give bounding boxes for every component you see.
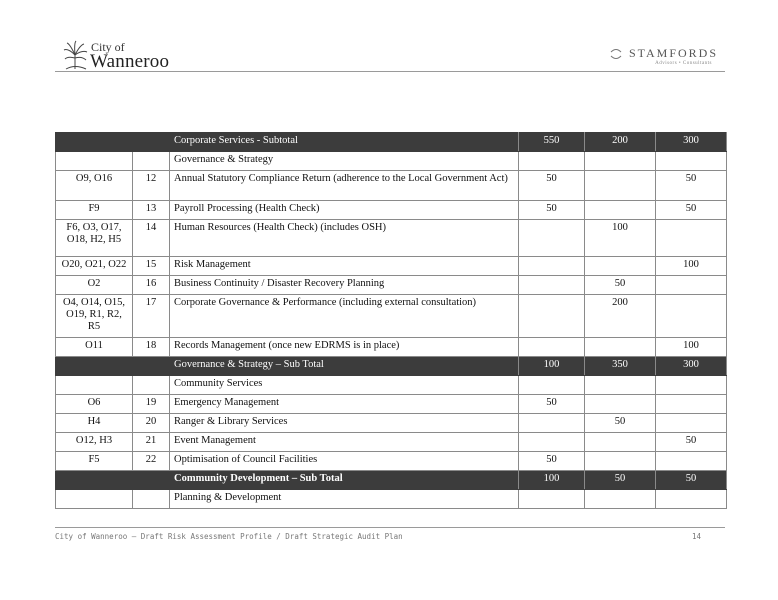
page-number: 14 [691,532,701,541]
year3-hours-cell [656,452,727,471]
audit-description-cell: Emergency Management [170,395,519,414]
year3-hours-cell: 300 [656,133,727,152]
risk-reference-cell: F6, O3, O17, O18, H2, H5 [56,220,133,257]
footer-divider [55,527,725,528]
audit-description-cell: Governance & Strategy – Sub Total [170,357,519,376]
audit-description-cell: Ranger & Library Services [170,414,519,433]
risk-reference-cell [56,490,133,509]
grass-tree-icon [62,40,88,70]
audit-row [56,395,727,414]
year1-hours-cell [519,414,585,433]
year2-hours-cell: 100 [585,220,656,257]
year1-hours-cell: 100 [519,471,585,490]
logo-name-text: Wanneroo [90,51,170,72]
year2-hours-cell: 200 [585,295,656,338]
year2-hours-cell [585,490,656,509]
risk-reference-cell: F5 [56,452,133,471]
audit-number-cell: 17 [133,295,170,338]
year1-hours-cell [519,257,585,276]
audit-description-cell: Payroll Processing (Health Check) [170,201,519,220]
section-heading-row [56,490,727,509]
subtotal-row [56,471,727,490]
year3-hours-cell: 50 [656,433,727,452]
consultant-name: STAMFORDS [628,46,718,60]
year3-hours-cell: 50 [656,201,727,220]
section-heading-row [56,376,727,395]
year3-hours-cell: 300 [656,357,727,376]
year1-hours-cell [519,433,585,452]
risk-reference-cell: O4, O14, O15, O19, R1, R2, R5 [56,295,133,338]
year2-hours-cell [585,257,656,276]
stamfords-mark-icon [610,48,622,60]
audit-number-cell [133,376,170,395]
header-divider [55,71,725,72]
audit-plan-table [55,132,727,509]
risk-reference-cell [56,471,133,490]
audit-number-cell [133,490,170,509]
audit-description-cell: Annual Statutory Compliance Return (adherence to the Local Government Act) [170,171,519,201]
year2-hours-cell: 200 [585,133,656,152]
audit-number-cell: 22 [133,452,170,471]
audit-description-cell: Community Development – Sub Total [170,471,519,490]
audit-row [56,276,727,295]
risk-reference-cell: O2 [56,276,133,295]
year3-hours-cell [656,376,727,395]
subtotal-row [56,357,727,376]
risk-reference-cell: O9, O16 [56,171,133,201]
year1-hours-cell: 100 [519,357,585,376]
audit-description-cell: Community Services [170,376,519,395]
stamfords-logo [608,44,718,68]
city-of-wanneroo-logo [62,38,182,72]
year3-hours-cell [656,220,727,257]
year3-hours-cell: 100 [656,338,727,357]
audit-description-cell: Optimisation of Council Facilities [170,452,519,471]
year3-hours-cell [656,295,727,338]
year2-hours-cell [585,152,656,171]
audit-number-cell [133,471,170,490]
audit-description-cell: Corporate Services - Subtotal [170,133,519,152]
audit-description-cell: Human Resources (Health Check) (includes OSH) [170,220,519,257]
risk-reference-cell [56,133,133,152]
year3-hours-cell: 50 [656,471,727,490]
subtotal-row [56,133,727,152]
year1-hours-cell: 550 [519,133,585,152]
year1-hours-cell [519,276,585,295]
year2-hours-cell [585,452,656,471]
year3-hours-cell [656,414,727,433]
footer-document-title: City of Wanneroo – Draft Risk Assessment Profile / Draft Strategic Audit Plan [55,532,403,541]
audit-row [56,414,727,433]
audit-row [56,171,727,201]
audit-number-cell: 21 [133,433,170,452]
year3-hours-cell [656,395,727,414]
year2-hours-cell [585,433,656,452]
risk-reference-cell [56,152,133,171]
section-heading-row [56,152,727,171]
risk-reference-cell [56,376,133,395]
year3-hours-cell [656,490,727,509]
audit-row [56,338,727,357]
year1-hours-cell [519,295,585,338]
audit-description-cell: Event Management [170,433,519,452]
year1-hours-cell [519,490,585,509]
year2-hours-cell [585,376,656,395]
consultant-tagline: Advisors • Consultants [655,61,712,66]
risk-reference-cell: O11 [56,338,133,357]
year1-hours-cell [519,338,585,357]
year1-hours-cell [519,152,585,171]
audit-number-cell: 12 [133,171,170,201]
year1-hours-cell [519,376,585,395]
risk-reference-cell: F9 [56,201,133,220]
audit-number-cell: 15 [133,257,170,276]
year2-hours-cell [585,171,656,201]
audit-number-cell [133,133,170,152]
audit-description-cell: Business Continuity / Disaster Recovery Planning [170,276,519,295]
year2-hours-cell [585,201,656,220]
year2-hours-cell: 350 [585,357,656,376]
year2-hours-cell: 50 [585,276,656,295]
year2-hours-cell [585,395,656,414]
risk-reference-cell: O20, O21, O22 [56,257,133,276]
audit-description-cell: Records Management (once new EDRMS is in place) [170,338,519,357]
audit-description-cell: Planning & Development [170,490,519,509]
audit-number-cell: 16 [133,276,170,295]
risk-reference-cell [56,357,133,376]
year3-hours-cell [656,276,727,295]
year2-hours-cell: 50 [585,471,656,490]
year2-hours-cell [585,338,656,357]
audit-row [56,433,727,452]
risk-reference-cell: H4 [56,414,133,433]
audit-number-cell [133,152,170,171]
audit-number-cell [133,357,170,376]
audit-row [56,295,727,338]
year3-hours-cell: 50 [656,171,727,201]
audit-row [56,220,727,257]
risk-reference-cell: O12, H3 [56,433,133,452]
year1-hours-cell: 50 [519,395,585,414]
year1-hours-cell [519,220,585,257]
logo-city-text: City of [91,40,125,54]
year2-hours-cell: 50 [585,414,656,433]
audit-row [56,257,727,276]
risk-reference-cell: O6 [56,395,133,414]
audit-number-cell: 18 [133,338,170,357]
year1-hours-cell: 50 [519,201,585,220]
audit-number-cell: 20 [133,414,170,433]
audit-number-cell: 19 [133,395,170,414]
year1-hours-cell: 50 [519,452,585,471]
year3-hours-cell [656,152,727,171]
year3-hours-cell: 100 [656,257,727,276]
audit-number-cell: 14 [133,220,170,257]
audit-description-cell: Governance & Strategy [170,152,519,171]
audit-description-cell: Corporate Governance & Performance (including external consultation) [170,295,519,338]
audit-row [56,452,727,471]
audit-row [56,201,727,220]
audit-description-cell: Risk Management [170,257,519,276]
audit-number-cell: 13 [133,201,170,220]
year1-hours-cell: 50 [519,171,585,201]
